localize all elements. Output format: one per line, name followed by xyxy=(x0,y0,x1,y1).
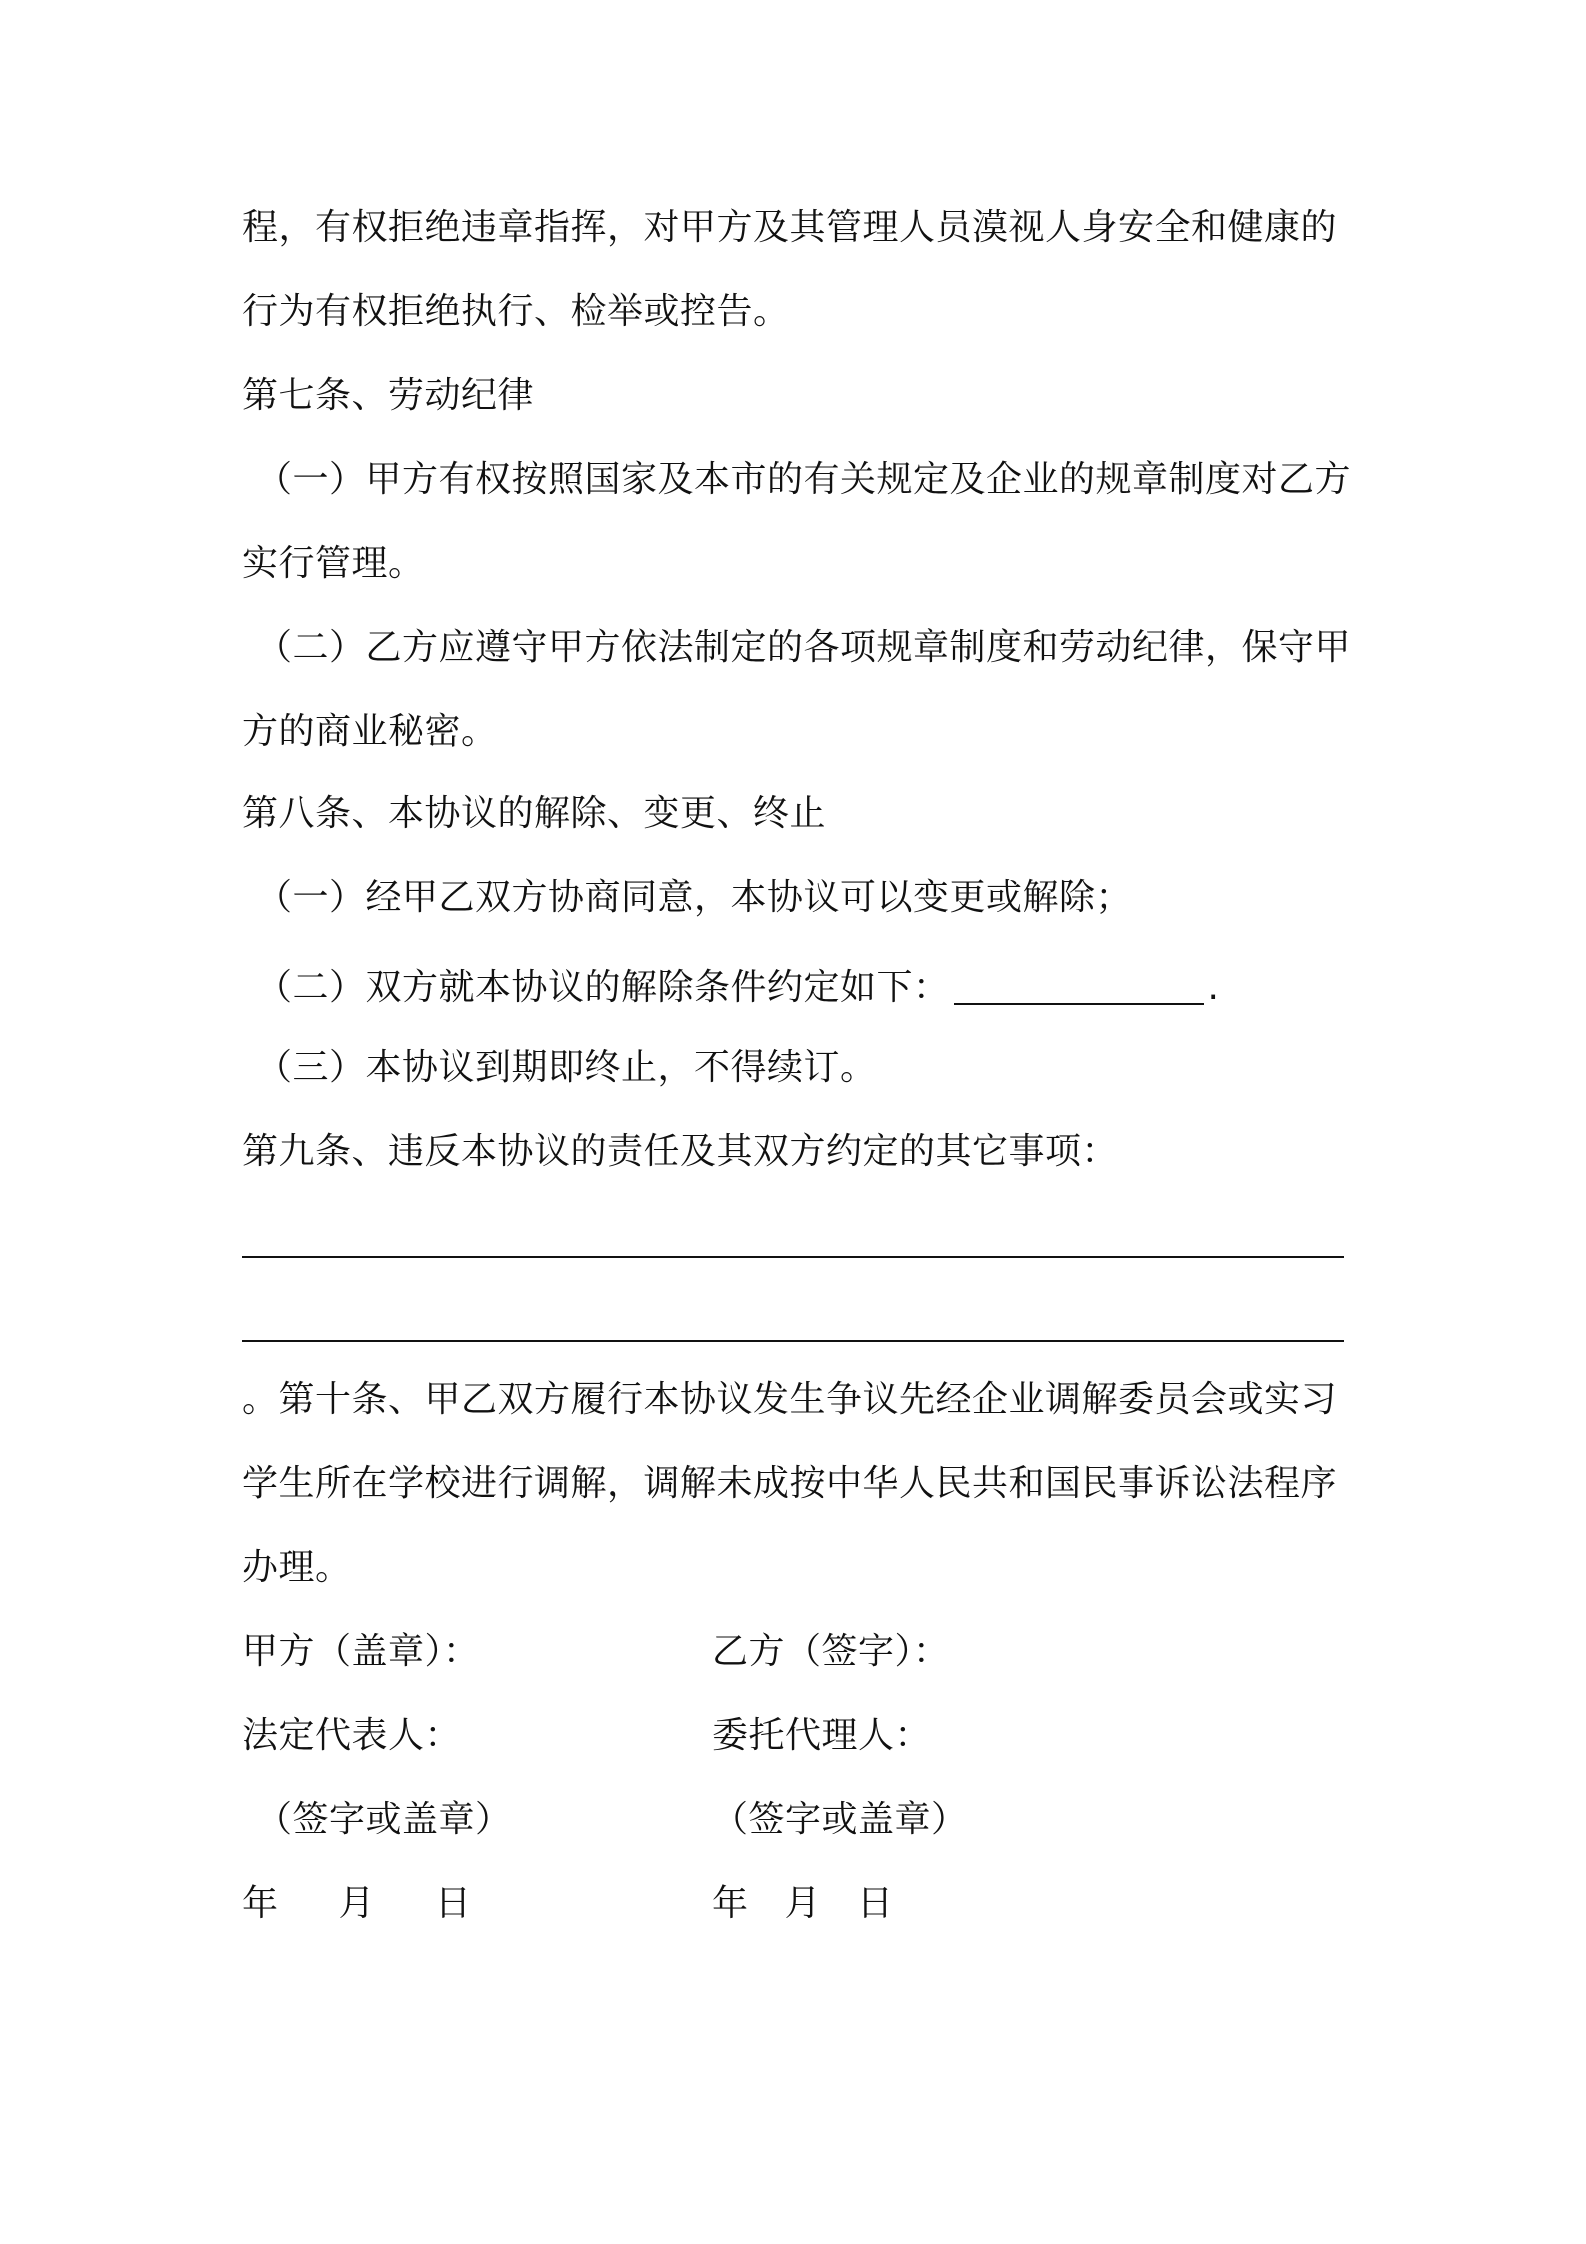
sign-or-seal-a: （签字或盖章） xyxy=(256,1799,512,1840)
sign-or-seal-b: （签字或盖章） xyxy=(712,1799,968,1840)
article-10-line-2: 学生所在学校进行调解，调解未成按中华人民共和国民事诉讼法程序 xyxy=(242,1463,1338,1504)
article-7-clause-1-cont: 实行管理。 xyxy=(242,543,425,584)
article-8-clause-2-text: （二）双方就本协议的解除条件约定如下： xyxy=(256,967,950,1008)
date-a-month: 月 xyxy=(338,1883,376,1924)
article-8-title: 第八条、本协议的解除、变更、终止 xyxy=(242,793,827,834)
article-10-line-3: 办理。 xyxy=(242,1547,352,1588)
article-7-clause-1: （一）甲方有权按照国家及本市的有关规定及企业的规章制度对乙方 xyxy=(256,459,1352,500)
article-10-line-1: 。第十条、甲乙双方履行本协议发生争议先经企业调解委员会或实习 xyxy=(242,1379,1338,1420)
article-9-title: 第九条、违反本协议的责任及其双方约定的其它事项： xyxy=(242,1131,1119,1172)
date-a-year: 年 xyxy=(242,1883,279,1924)
article-7-title: 第七条、劳动纪律 xyxy=(242,375,535,416)
date-b-year: 年 xyxy=(712,1883,749,1924)
date-a-day: 日 xyxy=(435,1883,472,1924)
legal-rep-label: 法定代表人： xyxy=(242,1715,462,1756)
article-8-clause-2-end: . xyxy=(1207,967,1220,1008)
article-7-clause-2: （二）乙方应遵守甲方依法制定的各项规章制度和劳动纪律，保守甲 xyxy=(256,627,1352,668)
date-b xyxy=(712,1882,894,1926)
party-b-label: 乙方（签字）： xyxy=(712,1631,950,1672)
fill-in-line-1[interactable] xyxy=(242,1256,1344,1258)
date-a xyxy=(242,1882,472,1926)
article-8-clause-3: （三）本协议到期即终止，不得续订。 xyxy=(256,1047,877,1088)
article-7-clause-2-cont: 方的商业秘密。 xyxy=(242,711,498,752)
paragraph-line: 行为有权拒绝执行、检举或控告。 xyxy=(242,291,790,332)
paragraph-line: 程，有权拒绝违章指挥，对甲方及其管理人员漠视人身安全和健康的 xyxy=(242,207,1338,248)
agent-label: 委托代理人： xyxy=(712,1715,932,1756)
date-b-day: 日 xyxy=(857,1883,894,1924)
article-8-clause-2 xyxy=(256,966,1219,1010)
article-8-clause-1: （一）经甲乙双方协商同意，本协议可以变更或解除； xyxy=(256,877,1133,918)
fill-in-blank[interactable] xyxy=(954,973,1204,1005)
date-b-month: 月 xyxy=(784,1883,822,1924)
party-a-label: 甲方（盖章）： xyxy=(242,1631,480,1672)
fill-in-line-2[interactable] xyxy=(242,1340,1344,1342)
